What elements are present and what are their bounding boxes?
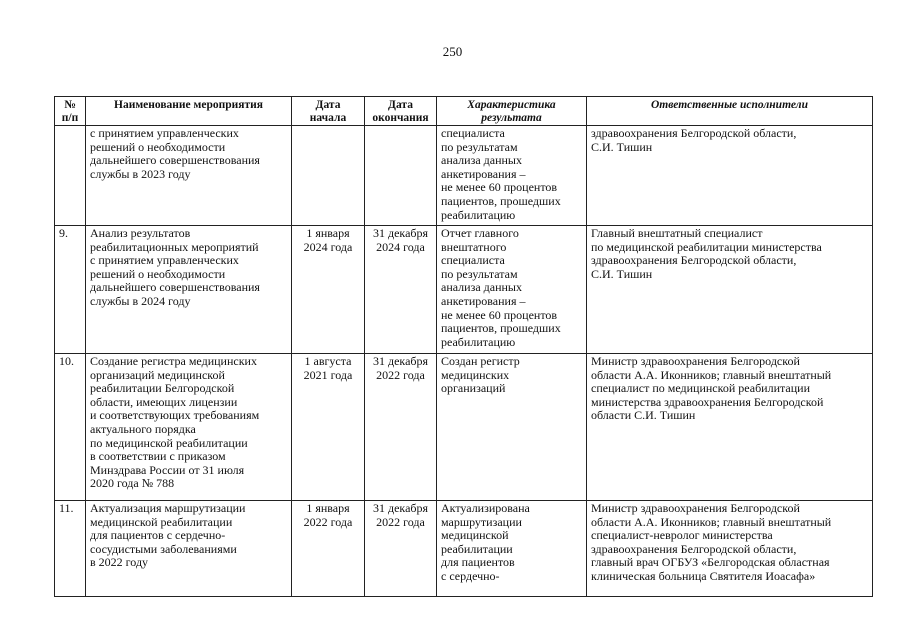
row-name: Создание регистра медицинских организаций медицинской реабилитации Белгородской области, имеющих лицензии и соответствующих требованиям актуального порядка по медицинской реабилитации в соответствии с приказом Минздрава России от 31 июля 2020 года № 788 <box>86 354 292 501</box>
row-name: Актуализация маршрутизации медицинской реабилитации для пациентов с сердечно- сосудистыми заболеваниями в 2022 году <box>86 501 292 597</box>
row-responsible: Главный внештатный специалист по медицинской реабилитации министерства здравоохранения Белгородской области, С.И. Тишин <box>587 226 873 354</box>
header-responsible: Ответственные исполнители <box>587 97 873 126</box>
row-num: 9. <box>55 226 86 354</box>
row-name: с принятием управленческих решений о необходимости дальнейшего совершенствования службы в 2023 году <box>86 126 292 226</box>
row-result: Отчет главного внештатного специалиста по результатам анализа данных анкетирования – не менее 60 процентов пациентов, прошедших реабилитацию <box>437 226 587 354</box>
table-header-row <box>55 97 873 126</box>
row-end: 31 декабря 2022 года <box>365 354 437 501</box>
header-num: № п/п <box>55 97 86 126</box>
header-start: Дата начала <box>292 97 365 126</box>
row-result: Актуализирована маршрутизации медицинской реабилитации для пациентов с сердечно- <box>437 501 587 597</box>
header-end: Дата окончания <box>365 97 437 126</box>
row-result: специалиста по результатам анализа данных анкетирования – не менее 60 процентов пациентов, прошедших реабилитацию <box>437 126 587 226</box>
row-start: 1 января 2022 года <box>292 501 365 597</box>
header-name: Наименование мероприятия <box>86 97 292 126</box>
row-responsible: Министр здравоохранения Белгородской области А.А. Иконников; главный внештатный специалист-невролог министерства здравоохранения Белгородской области, главный врач ОГБУЗ «Белгородская областная клиническая больница Святителя Иоасафа» <box>587 501 873 597</box>
row-num: 11. <box>55 501 86 597</box>
row-start: 1 августа 2021 года <box>292 354 365 501</box>
header-result: Характеристика результата <box>437 97 587 126</box>
row-responsible: Министр здравоохранения Белгородской области А.А. Иконников; главный внештатный специалист по медицинской реабилитации министерства здравоохранения Белгородской области С.И. Тишин <box>587 354 873 501</box>
table-row <box>55 126 873 226</box>
row-num: 10. <box>55 354 86 501</box>
row-end: 31 декабря 2024 года <box>365 226 437 354</box>
row-name: Анализ результатов реабилитационных мероприятий с принятием управленческих решений о необходимости дальнейшего совершенствования службы в 2024 году <box>86 226 292 354</box>
table-row <box>55 226 873 354</box>
table-row <box>55 354 873 501</box>
row-start <box>292 126 365 226</box>
page-number: 250 <box>442 44 463 59</box>
table-row <box>55 501 873 597</box>
row-num <box>55 126 86 226</box>
row-responsible: здравоохранения Белгородской области, С.И. Тишин <box>587 126 873 226</box>
row-end: 31 декабря 2022 года <box>365 501 437 597</box>
row-result: Создан регистр медицинских организаций <box>437 354 587 501</box>
row-end <box>365 126 437 226</box>
row-start: 1 января 2024 года <box>292 226 365 354</box>
activities-table <box>54 96 873 597</box>
